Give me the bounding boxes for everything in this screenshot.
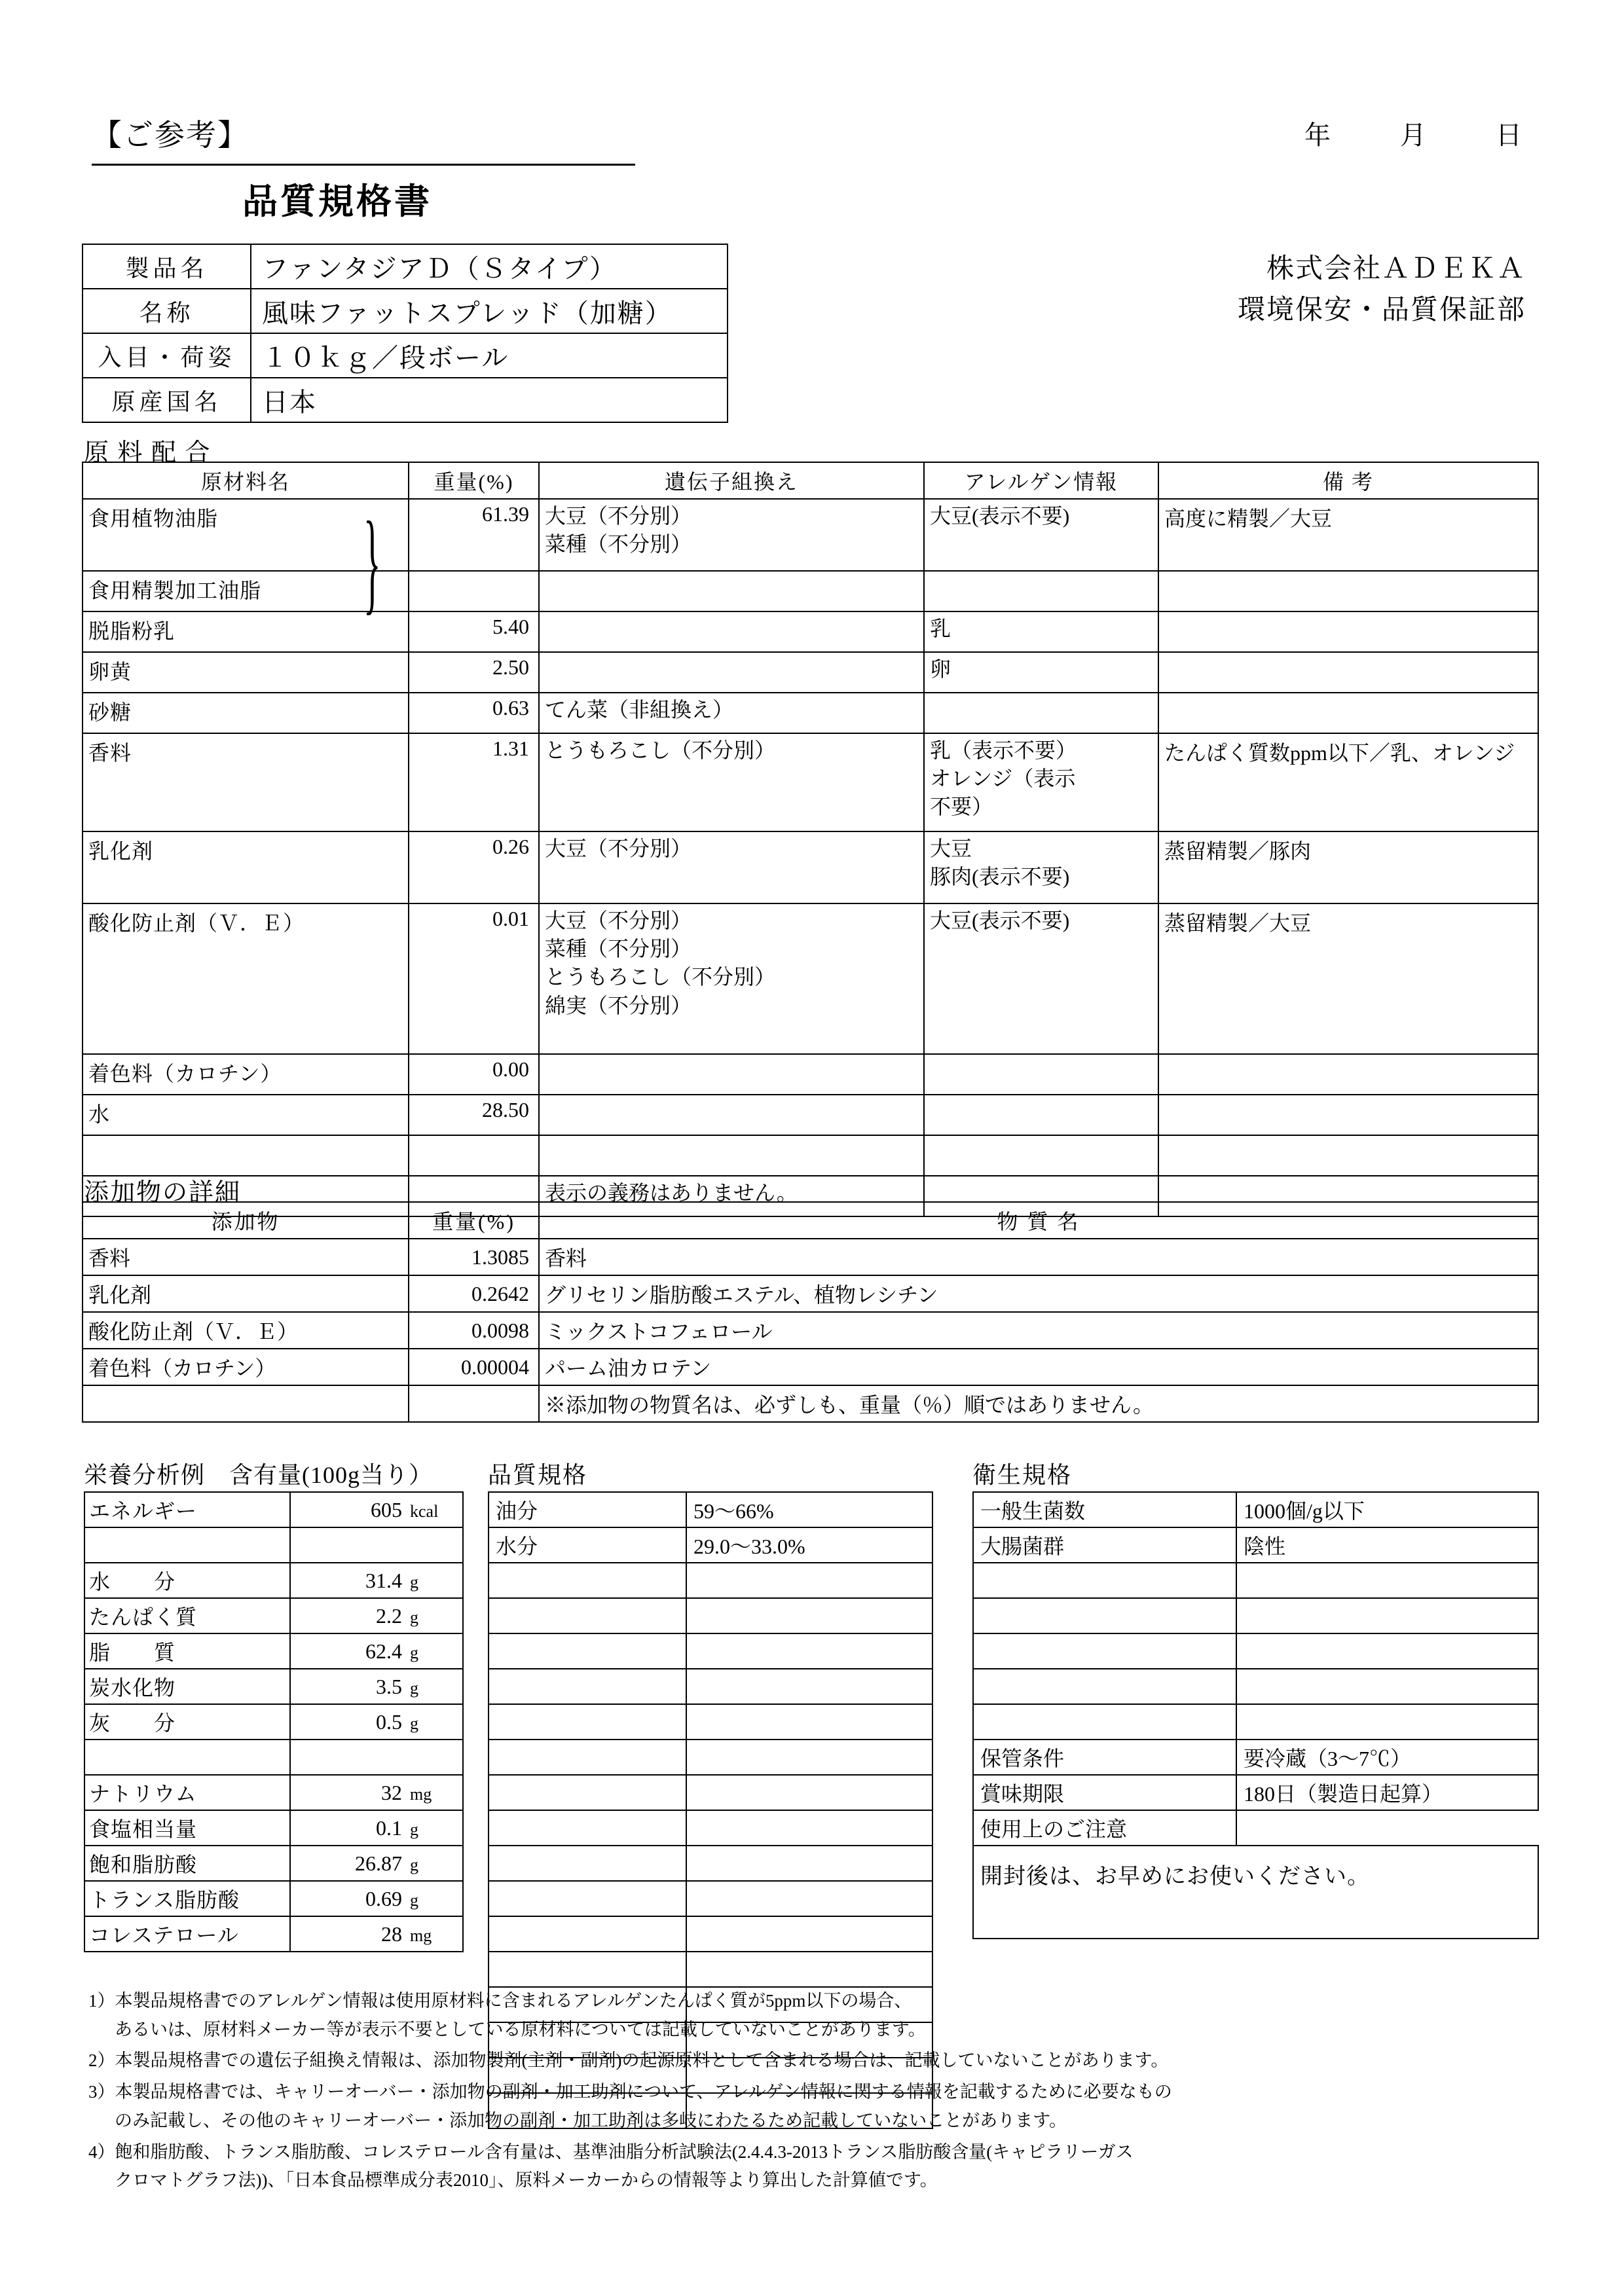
nutrient-label: 食塩相当量 (84, 1810, 290, 1846)
table-row (83, 244, 728, 289)
col-additive-weight: 重量(%) (409, 1202, 539, 1239)
col-additive-name: 添加物 (83, 1202, 409, 1239)
ingredient-allergen: 大豆(表示不要) (924, 903, 1158, 1054)
ingredient-gmo: 表示の義務はありません。 (539, 1176, 924, 1216)
table-row (83, 652, 1538, 693)
additive-name: 酸化防止剤（Ｖ．Ｅ） (83, 1312, 409, 1349)
nutrient-value: 605 kcal (290, 1492, 463, 1527)
additive-substance: ミックストコフェロール (539, 1312, 1538, 1349)
product-row-value: 日本 (251, 378, 728, 422)
ingredient-remark: 蒸留精製／豚肉 (1158, 831, 1538, 903)
table-row (83, 1135, 1538, 1176)
additive-substance: グリセリン脂肪酸エステル、植物レシチン (539, 1275, 1538, 1312)
ingredients-table (82, 462, 1539, 1217)
hygiene-value: 180日（製造日起算） (1236, 1775, 1538, 1810)
additives-table (82, 1201, 1539, 1423)
additive-name: 着色料（カロチン） (83, 1349, 409, 1385)
ingredient-allergen: 大豆 豚肉(表示不要) (924, 831, 1158, 903)
quality-value (686, 1598, 932, 1633)
additive-weight: 1.3085 (409, 1239, 539, 1275)
nutrient-label (84, 1740, 290, 1775)
ingredient-allergen (924, 1095, 1158, 1135)
ingredient-weight: 5.40 (409, 611, 539, 652)
table-row (83, 1239, 1538, 1275)
table-row (973, 1669, 1538, 1704)
ingredient-name: 乳化剤 (83, 831, 409, 903)
page-title: 品質規格書 (242, 182, 432, 221)
ingredient-allergen: 大豆(表示不要) (924, 499, 1158, 571)
table-row (489, 1563, 932, 1598)
footnote-continuation: あるいは、原材料メーカー等が表示不要としている原材料については記載していないことがあります。 (115, 2019, 926, 2039)
company-department: 環境保安・品質保証部 (1237, 295, 1526, 325)
ingredient-weight: 28.50 (409, 1095, 539, 1135)
product-row-value: １０ｋｇ／段ボール (251, 333, 728, 378)
ingredient-gmo (539, 1095, 924, 1135)
ingredient-allergen: 乳 (924, 611, 1158, 652)
ingredient-name: 水 (83, 1095, 409, 1135)
additive-substance: 香料 (539, 1239, 1538, 1275)
quality-label (489, 1916, 686, 1952)
ingredient-allergen (924, 1135, 1158, 1176)
ingredient-gmo: 大豆（不分別） 菜種（不分別） (539, 499, 924, 571)
table-row (84, 1704, 463, 1740)
ingredient-gmo: とうもろこし（不分別） (539, 733, 924, 831)
table-row (973, 1810, 1538, 1846)
table-row (83, 1385, 1538, 1422)
table-row (489, 1952, 932, 1987)
ingredient-name: 香料 (83, 733, 409, 831)
quality-value (686, 1633, 932, 1669)
ingredient-weight: 0.63 (409, 693, 539, 733)
date-day-label: 日 (1496, 120, 1526, 150)
hygiene-value (1236, 1704, 1538, 1740)
table-row (84, 1810, 463, 1846)
ingredient-remark (1158, 652, 1538, 693)
table-row (973, 1740, 1538, 1775)
quality-label (489, 1810, 686, 1846)
ingredient-weight (409, 1135, 539, 1176)
table-row (83, 693, 1538, 733)
caution-label: 使用上のご注意 (973, 1810, 1236, 1846)
ingredient-remark (1158, 1095, 1538, 1135)
quality-value (686, 1916, 932, 1952)
hygiene-label: 保管条件 (973, 1740, 1236, 1775)
table-row (83, 378, 728, 422)
product-info-table (82, 244, 728, 423)
table-row (973, 1633, 1538, 1669)
caution-text: 開封後は、お早めにお使いください。 (973, 1846, 1538, 1939)
ingredient-allergen: 乳（表示不要） オレンジ（表示 不要） (924, 733, 1158, 831)
quality-label (489, 1846, 686, 1881)
table-row (489, 1598, 932, 1633)
hygiene-value (1236, 1633, 1538, 1669)
nutrient-label: 水 分 (84, 1563, 290, 1598)
hygiene-table (972, 1491, 1539, 1939)
quality-section-heading: 品質規格 (488, 1462, 588, 1488)
additive-name: 香料 (83, 1239, 409, 1275)
nutrient-label: トランス脂肪酸 (84, 1881, 290, 1916)
nutrient-label: 炭水化物 (84, 1669, 290, 1704)
quality-label: 水分 (489, 1527, 686, 1563)
table-row (84, 1492, 463, 1527)
hygiene-value (1236, 1563, 1538, 1598)
footnote: 1）本製品規格書でのアレルゲン情報は使用原材料に含まれるアレルゲンたんぱく質が5ppm以下の場合、 あるいは、原材料メーカー等が表示不要としている原材料については記載していないことがあります。 (88, 1987, 1549, 2044)
quality-value (686, 1740, 932, 1775)
table-row (973, 1704, 1538, 1740)
quality-label (489, 1952, 686, 1987)
product-row-label: 入目・荷姿 (83, 333, 251, 378)
quality-value (686, 1704, 932, 1740)
col-allergen: アレルゲン情報 (924, 462, 1158, 499)
ingredient-name (83, 1135, 409, 1176)
nutrient-value (290, 1740, 463, 1775)
nutrient-label (84, 1527, 290, 1563)
company-block (1238, 249, 1526, 331)
ingredient-remark (1158, 693, 1538, 733)
nutrient-value: 62.4 g (290, 1633, 463, 1669)
table-row (83, 1054, 1538, 1095)
hygiene-value: 1000個/g以下 (1236, 1492, 1538, 1527)
nutrient-value: 3.5 g (290, 1669, 463, 1704)
product-row-label: 製品名 (83, 244, 251, 289)
ingredients-section-heading: 原 料 配 合 (84, 439, 212, 467)
table-row (83, 571, 1538, 611)
table-row (83, 1275, 1538, 1312)
table-row (973, 1775, 1538, 1810)
col-weight: 重量(%) (409, 462, 539, 499)
ingredient-name: 卵黄 (83, 652, 409, 693)
ingredient-remark (1158, 611, 1538, 652)
footnote: 4）飽和脂肪酸、トランス脂肪酸、コレステロール含有量は、基準油脂分析試験法(2.4.4.3-2013トランス脂肪酸含量(キャピラリーガス クロマトグラフ法))、「日本食品標準成分表2010」、原料メーカーからの情報等より算出した計算値です。 (88, 2138, 1549, 2195)
ingredient-weight: 1.31 (409, 733, 539, 831)
quality-value (686, 1846, 932, 1881)
ingredient-name: 酸化防止剤（Ｖ．Ｅ） (83, 903, 409, 1054)
quality-value (686, 1563, 932, 1598)
hygiene-value (1236, 1669, 1538, 1704)
hygiene-label (973, 1633, 1236, 1669)
product-row-label: 名称 (83, 289, 251, 333)
nutrient-label: エネルギー (84, 1492, 290, 1527)
table-row (973, 1846, 1538, 1939)
col-remark: 備 考 (1158, 462, 1538, 499)
ingredient-remark (1158, 1054, 1538, 1095)
table-row (489, 1846, 932, 1881)
ingredient-weight: 61.39 (409, 499, 539, 571)
additives-footer-note: ※添加物の物質名は、必ずしも、重量（％）順ではありません。 (539, 1385, 1538, 1422)
nutrient-label: たんぱく質 (84, 1598, 290, 1633)
hygiene-label: 賞味期限 (973, 1775, 1236, 1810)
quality-label (489, 1598, 686, 1633)
product-row-value: ファンタジアＤ（Ｓタイプ） (251, 244, 728, 289)
table-row (83, 1312, 1538, 1349)
product-row-label: 原産国名 (83, 378, 251, 422)
quality-value (686, 1669, 932, 1704)
additive-weight: 0.2642 (409, 1275, 539, 1312)
ingredient-gmo (539, 1054, 924, 1095)
hygiene-label (973, 1598, 1236, 1633)
table-row (973, 1598, 1538, 1633)
table-row (489, 1810, 932, 1846)
ingredient-remark (1158, 1135, 1538, 1176)
table-row (84, 1669, 463, 1704)
nutrition-section-heading: 栄養分析例 含有量(100g当り） (84, 1462, 433, 1488)
nutrient-label: 飽和脂肪酸 (84, 1846, 290, 1881)
footnote: 3）本製品規格書では、キャリーオーバー・添加物の副剤・加工助剤について、アレルゲン情報に関する情報を記載するために必要なもの のみ記載し、その他のキャリーオーバー・添加物の副剤・加工助剤は多岐にわたるため記載していないことがあります。 (88, 2078, 1549, 2135)
additive-weight: 0.0098 (409, 1312, 539, 1349)
nutrient-value: 28 mg (290, 1916, 463, 1952)
quality-value (686, 1810, 932, 1846)
nutrient-label: ナトリウム (84, 1775, 290, 1810)
table-row (489, 1740, 932, 1775)
hygiene-section-heading: 衛生規格 (972, 1462, 1073, 1488)
quality-label: 油分 (489, 1492, 686, 1527)
nutrient-label: 脂 質 (84, 1633, 290, 1669)
table-row (489, 1775, 932, 1810)
ingredient-name: 着色料（カロチン） (83, 1054, 409, 1095)
table-row (489, 1704, 932, 1740)
additives-section-heading: 添加物の詳細 (84, 1179, 242, 1207)
table-row (83, 831, 1538, 903)
table-row (83, 733, 1538, 831)
table-row (84, 1563, 463, 1598)
col-ingredient-name: 原材料名 (83, 462, 409, 499)
reference-label: 【ご参考】 (92, 111, 635, 166)
quality-value (686, 1952, 932, 1987)
table-row (973, 1527, 1538, 1563)
table-row (84, 1598, 463, 1633)
product-row-value: 風味ファットスプレッド（加糖） (251, 289, 728, 333)
table-row (84, 1846, 463, 1881)
table-row (489, 1633, 932, 1669)
ingredient-allergen (924, 571, 1158, 611)
quality-label (489, 1740, 686, 1775)
col-additive-substance: 物 質 名 (539, 1202, 1538, 1239)
caution-blank (1236, 1810, 1538, 1846)
table-row (84, 1881, 463, 1916)
table-row (489, 1492, 932, 1527)
quality-label (489, 1669, 686, 1704)
table-row (83, 499, 1538, 571)
hygiene-value (1236, 1598, 1538, 1633)
ingredient-weight (409, 571, 539, 611)
additive-name: 乳化剤 (83, 1275, 409, 1312)
additive-note-spacer2 (409, 1385, 539, 1422)
quality-value (686, 1881, 932, 1916)
additive-substance: パーム油カロテン (539, 1349, 1538, 1385)
footnote: 2）本製品規格書での遺伝子組換え情報は、添加物製剤(主剤・副剤)の起源原料として含まれる場合は、記載していないことがあります。 (88, 2050, 1169, 2071)
table-row (84, 1775, 463, 1810)
ingredient-weight: 0.01 (409, 903, 539, 1054)
table-row (973, 1492, 1538, 1527)
ingredient-gmo (539, 652, 924, 693)
table-row (83, 1349, 1538, 1385)
additive-weight: 0.00004 (409, 1349, 539, 1385)
ingredient-allergen (924, 693, 1158, 733)
ingredient-gmo (539, 571, 924, 611)
col-gmo: 遺伝子組換え (539, 462, 924, 499)
quality-label (489, 1704, 686, 1740)
quality-value (686, 1775, 932, 1810)
nutrient-value: 0.5 g (290, 1704, 463, 1740)
ingredient-gmo: てん菜（非組換え） (539, 693, 924, 733)
table-row (83, 333, 728, 378)
table-row (84, 1527, 463, 1563)
hygiene-label: 一般生菌数 (973, 1492, 1236, 1527)
nutrient-value: 2.2 g (290, 1598, 463, 1633)
ingredient-weight: 0.00 (409, 1054, 539, 1095)
table-row (83, 903, 1538, 1054)
ingredient-weight: 0.26 (409, 831, 539, 903)
ingredient-allergen (924, 1054, 1158, 1095)
nutrient-value: 26.87 g (290, 1846, 463, 1881)
footnotes (88, 1987, 1549, 2198)
footnote-continuation: のみ記載し、その他のキャリーオーバー・添加物の副剤・加工助剤は多岐にわたるため記載していないことがあります。 (115, 2110, 1067, 2130)
quality-label (489, 1775, 686, 1810)
ingredient-weight: 2.50 (409, 652, 539, 693)
hygiene-label (973, 1704, 1236, 1740)
table-row (84, 1633, 463, 1669)
ingredient-gmo (539, 611, 924, 652)
nutrient-value: 0.69 g (290, 1881, 463, 1916)
ingredient-name: 砂糖 (83, 693, 409, 733)
table-row (489, 1881, 932, 1916)
table-row (489, 1669, 932, 1704)
nutrient-value: 32 mg (290, 1775, 463, 1810)
ingredient-gmo: 大豆（不分別） 菜種（不分別） とうもろこし（不分別） 綿実（不分別） (539, 903, 924, 1054)
nutrient-value: 31.4 g (290, 1563, 463, 1598)
nutrient-value: 0.1 g (290, 1810, 463, 1846)
ingredient-name: 食用植物油脂 (83, 499, 409, 571)
hygiene-label: 大腸菌群 (973, 1527, 1236, 1563)
quality-label (489, 1563, 686, 1598)
ingredient-remark (1158, 571, 1538, 611)
ingredient-remark: たんぱく質数ppm以下／乳、オレンジ (1158, 733, 1538, 831)
nutrient-label: 灰 分 (84, 1704, 290, 1740)
quality-label (489, 1881, 686, 1916)
hygiene-value: 陰性 (1236, 1527, 1538, 1563)
quality-value: 59〜66% (686, 1492, 932, 1527)
ingredient-allergen: 卵 (924, 652, 1158, 693)
ingredient-remark: 高度に精製／大豆 (1158, 499, 1538, 571)
hygiene-label (973, 1563, 1236, 1598)
company-name: 株式会社ＡＤＥＫＡ (1266, 254, 1526, 284)
hygiene-value: 要冷蔵（3〜7℃） (1236, 1740, 1538, 1775)
table-row (84, 1916, 463, 1952)
ingredient-group-brace: } (363, 498, 381, 625)
table-row (973, 1563, 1538, 1598)
ingredient-gmo: 大豆（不分別） (539, 831, 924, 903)
table-row (489, 1916, 932, 1952)
ingredient-gmo (539, 1135, 924, 1176)
table-row (83, 611, 1538, 652)
table-row (83, 1095, 1538, 1135)
quality-label (489, 1633, 686, 1669)
table-row (84, 1740, 463, 1775)
additive-note-spacer1 (83, 1385, 409, 1422)
nutrient-label: コレステロール (84, 1916, 290, 1952)
nutrition-table (84, 1491, 464, 1952)
ingredient-remark: 蒸留精製／大豆 (1158, 903, 1538, 1054)
table-row (83, 289, 728, 333)
date-line (1304, 115, 1526, 152)
footnote-continuation: クロマトグラフ法))、「日本食品標準成分表2010」、原料メーカーからの情報等より算出した計算値です。 (115, 2170, 938, 2191)
nutrient-value (290, 1527, 463, 1563)
ingredient-name: 食用精製加工油脂 (83, 571, 409, 611)
ingredient-name: 脱脂粉乳 (83, 611, 409, 652)
date-month-label: 月 (1400, 120, 1430, 150)
quality-value: 29.0〜33.0% (686, 1527, 932, 1563)
hygiene-label (973, 1669, 1236, 1704)
table-row (489, 1527, 932, 1563)
date-year-label: 年 (1304, 120, 1335, 150)
